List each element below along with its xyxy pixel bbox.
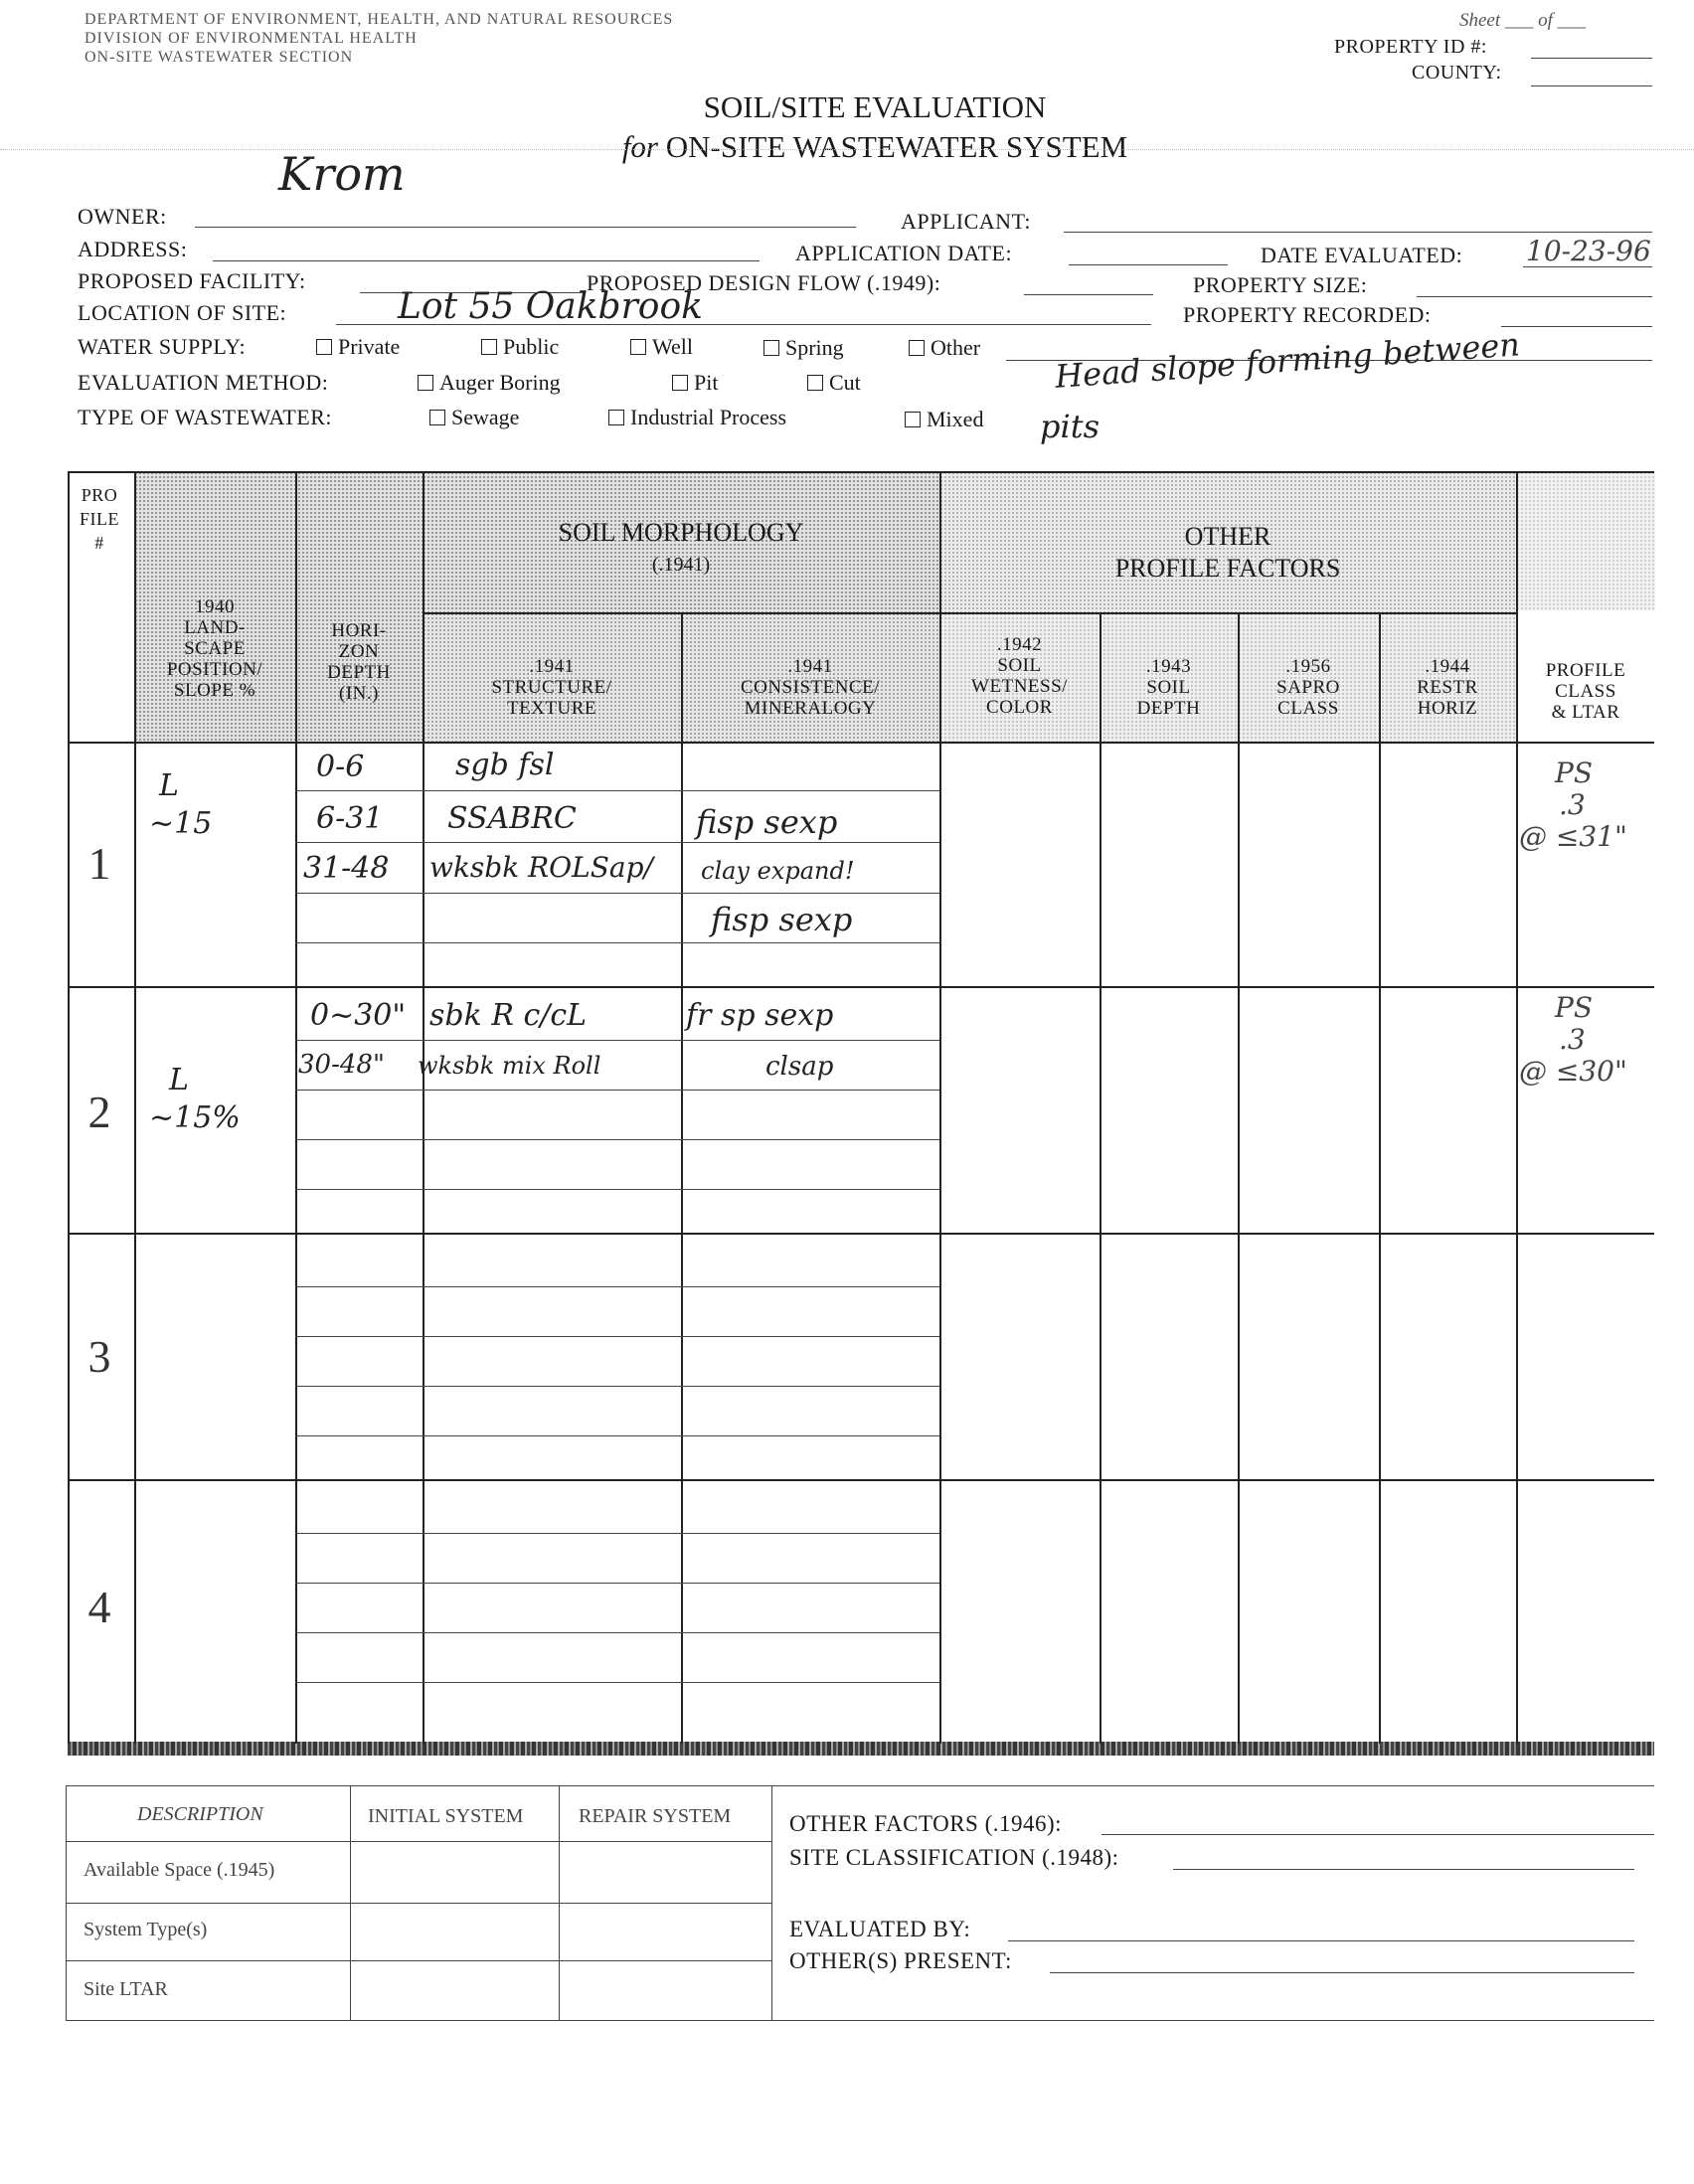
property-recorded-label: PROPERTY RECORDED: (1183, 302, 1432, 327)
profile-1-consistence-2: fisp sexp (696, 803, 838, 841)
option-label: Auger Boring (439, 370, 561, 395)
county-label: COUNTY: (1412, 62, 1502, 84)
owner-line (195, 227, 856, 228)
profile-2-depth-1: 0~30" (310, 998, 407, 1033)
location-value: Lot 55 Oakbrook (398, 286, 703, 327)
profile-1-depth-2: 6-31 (316, 801, 384, 836)
applicant-line (1064, 232, 1652, 233)
wastewater-sewage[interactable] (429, 405, 519, 430)
other-factors-label: OTHER FACTORS (.1946): (789, 1811, 1063, 1836)
water-supply-spring[interactable] (763, 335, 844, 361)
available-space-label: Available Space (.1945) (84, 1859, 275, 1881)
checkbox[interactable] (905, 412, 921, 427)
date-evaluated-value: 10-23-96 (1526, 235, 1651, 267)
location-label: LOCATION OF SITE: (78, 300, 287, 325)
option-label: Pit (694, 370, 719, 395)
owner-label: OWNER: (78, 204, 167, 229)
option-label: Sewage (451, 405, 520, 429)
department-header (85, 10, 673, 67)
site-classification-label: SITE CLASSIFICATION (.1948): (789, 1845, 1119, 1870)
design-flow-line (1024, 294, 1153, 295)
wastewater-industrial[interactable] (608, 405, 786, 430)
profile-2-number: 2 (87, 1087, 111, 1137)
application-date-label: APPLICATION DATE: (795, 241, 1013, 265)
header-bottom-border (68, 742, 1654, 744)
repair-system-header: REPAIR SYSTEM (579, 1805, 732, 1827)
checkbox[interactable] (429, 410, 445, 425)
profile-1-structure-2: SSABRC (447, 801, 577, 836)
profile-1-structure-1: sgb fsl (455, 748, 555, 782)
soil-wetness-header: .1942 SOIL WETNESS/ COLOR (971, 634, 1068, 718)
property-size-label: PROPERTY SIZE: (1193, 272, 1368, 297)
subtitle-text: ON-SITE WASTEWATER SYSTEM (665, 129, 1128, 164)
checkbox[interactable] (807, 375, 823, 391)
checkbox[interactable] (763, 340, 779, 356)
dotted-divider (0, 149, 1694, 150)
initial-system-header: INITIAL SYSTEM (368, 1805, 524, 1827)
checkbox[interactable] (608, 410, 624, 425)
profile-1-consistence-3: clay expand! (701, 857, 855, 885)
option-label: Mixed (927, 407, 984, 431)
handwritten-note-cont: pits (1040, 408, 1100, 445)
date-evaluated-label: DATE EVALUATED: (1261, 243, 1463, 267)
owner-value: Krom (278, 147, 406, 201)
property-size-line (1417, 296, 1652, 297)
water-supply-public[interactable] (481, 334, 559, 360)
option-label: Well (652, 334, 693, 359)
profile-2-consistence-1: fr sp sexp (686, 998, 834, 1033)
wastewater-mixed[interactable] (905, 407, 983, 432)
property-id-line (1531, 58, 1652, 59)
checkbox[interactable] (316, 339, 332, 355)
profile-class-header: PROFILE CLASS & LTAR (1545, 660, 1626, 723)
profile-1-depth-3: 31-48 (303, 851, 390, 886)
water-supply-well[interactable] (630, 334, 693, 360)
table-bottom-border (68, 1742, 1654, 1756)
profile-1-class-ltar: PS .3 @ ≤31" (1519, 756, 1627, 853)
others-present-label: OTHER(S) PRESENT: (789, 1948, 1012, 1973)
checkbox[interactable] (672, 375, 688, 391)
option-label: Public (503, 334, 560, 359)
horizon-depth-header: HORI- ZON DEPTH (IN.) (327, 620, 391, 704)
subtitle-prefix: for (621, 129, 658, 164)
soil-morphology-header: SOIL MORPHOLOGY (.1941) (558, 518, 804, 576)
water-supply-other[interactable] (909, 335, 980, 361)
option-label: Cut (829, 370, 861, 395)
method-cut[interactable] (807, 370, 861, 396)
checkbox[interactable] (630, 339, 646, 355)
section-line: ON-SITE WASTEWATER SECTION (85, 49, 354, 66)
sheet-label: Sheet ___ of ___ (1459, 10, 1587, 31)
handwritten-note: Head slope forming between (1054, 325, 1522, 396)
profile-2-class-ltar: PS .3 @ ≤30" (1519, 991, 1627, 1088)
profile-2-structure-1: sbk R c/cL (429, 998, 588, 1033)
address-label: ADDRESS: (78, 237, 188, 261)
option-label: Private (338, 334, 401, 359)
system-type-label: System Type(s) (84, 1919, 208, 1940)
profile-2-depth-2: 30-48" (298, 1050, 385, 1080)
checkbox[interactable] (481, 339, 497, 355)
profile-2-structure-2: wksbk mix Roll (418, 1052, 601, 1080)
option-label: Industrial Process (630, 405, 787, 429)
site-ltar-label: Site LTAR (84, 1978, 168, 2000)
evaluated-by-line (1008, 1940, 1634, 1941)
checkbox[interactable] (909, 340, 925, 356)
method-auger-boring[interactable] (418, 370, 561, 396)
profile-2-landscape: L ~15% (149, 1063, 241, 1135)
restr-horiz-header: .1944 RESTR HORIZ (1417, 656, 1478, 719)
division-line: DIVISION OF ENVIRONMENTAL HEALTH (85, 30, 418, 47)
property-id-label: PROPERTY ID #: (1334, 36, 1487, 58)
proposed-facility-label: PROPOSED FACILITY: (78, 268, 306, 293)
application-date-line (1069, 264, 1228, 265)
property-recorded-line (1501, 326, 1652, 327)
profile-number-header: PROFILE # (80, 485, 119, 553)
department-line: DEPARTMENT OF ENVIRONMENT, HEALTH, AND NATURAL RESOURCES (85, 11, 674, 28)
landscape-header: 1940 LAND- SCAPE POSITION/ SLOPE % (166, 596, 263, 701)
table-top-border (68, 471, 1654, 473)
site-classification-line (1173, 1869, 1634, 1870)
profile-1-consistence-4: fisp sexp (711, 901, 853, 938)
evaluated-by-label: EVALUATED BY: (789, 1917, 971, 1941)
profile-3-number: 3 (87, 1331, 111, 1382)
water-supply-label: WATER SUPPLY: (78, 334, 247, 359)
county-line (1531, 85, 1652, 86)
option-label: Other (931, 335, 981, 360)
structure-texture-header: .1941 STRUCTURE/ TEXTURE (491, 656, 612, 719)
consistence-header: .1941 CONSISTENCE/ MINERALOGY (740, 656, 881, 719)
sapro-class-header: .1956 SAPRO CLASS (1276, 656, 1340, 719)
option-label: Spring (785, 335, 844, 360)
design-flow-label: PROPOSED DESIGN FLOW (.1949): (587, 270, 941, 295)
form-subtitle (527, 129, 1223, 165)
applicant-label: APPLICANT: (901, 209, 1032, 234)
form-title: SOIL/SITE EVALUATION (703, 89, 1047, 124)
water-supply-private[interactable] (316, 334, 400, 360)
evaluation-method-label: EVALUATION METHOD: (78, 370, 329, 395)
profile-1-landscape: L ~15 (149, 768, 213, 841)
other-factors-line (1101, 1834, 1654, 1835)
others-present-line (1050, 1972, 1634, 1973)
profile-1-depth-1: 0-6 (316, 750, 365, 784)
checkbox[interactable] (418, 375, 433, 391)
method-pit[interactable] (672, 370, 718, 396)
wastewater-label: TYPE OF WASTEWATER: (78, 405, 332, 429)
description-header: DESCRIPTION (137, 1803, 263, 1825)
other-profile-factors-header: OTHER PROFILE FACTORS (1114, 522, 1341, 583)
soil-depth-header: .1943 SOIL DEPTH (1136, 656, 1201, 719)
address-line (213, 260, 760, 261)
profile-1-structure-3: wksbk ROLSap/ (429, 851, 653, 884)
profile-1-number: 1 (87, 838, 111, 889)
profile-4-number: 4 (87, 1582, 111, 1632)
profile-2-consistence-2: clsap (765, 1052, 834, 1082)
